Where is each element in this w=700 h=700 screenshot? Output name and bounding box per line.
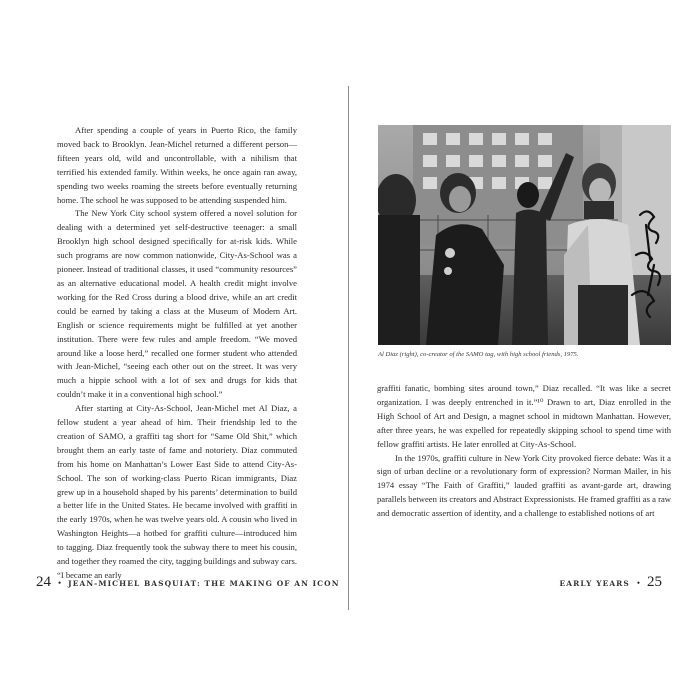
body-paragraph: After spending a couple of years in Puerto Rico, the family moved back to Brooklyn. Jean-Michel returned a different person—fifteen years old, wild and uncontrollable, with a nihilism that terrified his extended family. Within weeks, he once again ran away, spending two weeks roaming the streets before eventually returning home. The school he was supposed to be attending suspended him. bbox=[57, 125, 297, 205]
photograph bbox=[378, 125, 671, 345]
body-paragraph: graffiti fanatic, bombing sites around town,” Diaz recalled. “It was like a secret organization. I was deeply entrenched in it.”¹⁰ Drawn to art, Diaz enrolled in the High School of Art and Design, a magnet school in midtown Manhattan. However, after three years, he was expelled for repeatedly skipping school to spend time with fellow graffiti artists. He later enrolled at City-As-School. bbox=[377, 383, 671, 449]
folio-bullet: • bbox=[636, 578, 640, 588]
running-head: JEAN-MICHEL BASQUIAT: THE MAKING OF AN ICON bbox=[68, 579, 340, 588]
body-paragraph: After starting at City-As-School, Jean-Michel met Al Diaz, a fellow student a year ahead of him. Their friendship led to the creation of SAMO, a graffiti tag short for “Same Old Shit,” which brought them an early taste of fame and notoriety. Diaz commuted from his home on Manhattan’s Lower East Side to attend City-As-School. The son of working-class Puerto Rican immigrants, Diaz grew up in a household shaped by his parents’ determination to build a better life in the United States. He became involved with graffiti in the early 1970s, when he was twelve years old. A cousin who lived in Washington Heights—a hotbed for graffiti culture—introduced him to tagging. Diaz frequently took the subway there to meet his cousin, and together they roamed the city, tagging buildings and subway cars. “I became an early bbox=[57, 403, 298, 580]
right-text-column bbox=[377, 382, 671, 521]
right-page bbox=[349, 0, 700, 700]
page-number: 24 bbox=[36, 574, 51, 590]
folio-bullet: • bbox=[58, 578, 62, 588]
left-text-column bbox=[57, 124, 297, 583]
left-page bbox=[0, 0, 348, 700]
running-head: EARLY YEARS bbox=[559, 579, 630, 588]
body-paragraph: The New York City school system offered a novel solution for dealing with a determined yet self-destructive teenager: a small Brooklyn high school designed specifically for at-risk kids. While such programs are now common nationwide, City-As-School was a pioneer. Instead of traditional classes, it used “community resources” as an alternative educational model. A health credit might involve working for the Red Cross during a blood drive, while an art credit could be earned by taking a class at the Museum of Modern Art. English or science requirements might be fulfilled at yet another institution. There were few rules and ample freedom. “We moved around like a loose herd,” recalled one former student who attended with Jean-Michel, “seeing each other out on the street. It was very much a hippie school with a lot of sex and drugs for kids that couldn’t make it in a conventional high school.” bbox=[57, 208, 297, 400]
body-paragraph: In the 1970s, graffiti culture in New York City provoked fierce debate: Was it a sign of urban decline or a revolutionary form of expression? Norman Mailer, in his 1974 essay “The Faith of Graffiti,” lauded graffiti as avant-garde art, drawing parallels between its creators and Abstract Expressionists. He framed graffiti as a raw and democratic assertion of identity, and a challenge to established notions of art bbox=[377, 452, 671, 519]
page-number: 25 bbox=[647, 574, 662, 590]
left-folio bbox=[36, 574, 340, 591]
photo-caption: Al Diaz (right), co-creator of the SAMO tag, with high school friends, 1975. bbox=[378, 351, 579, 358]
right-folio bbox=[560, 574, 662, 591]
